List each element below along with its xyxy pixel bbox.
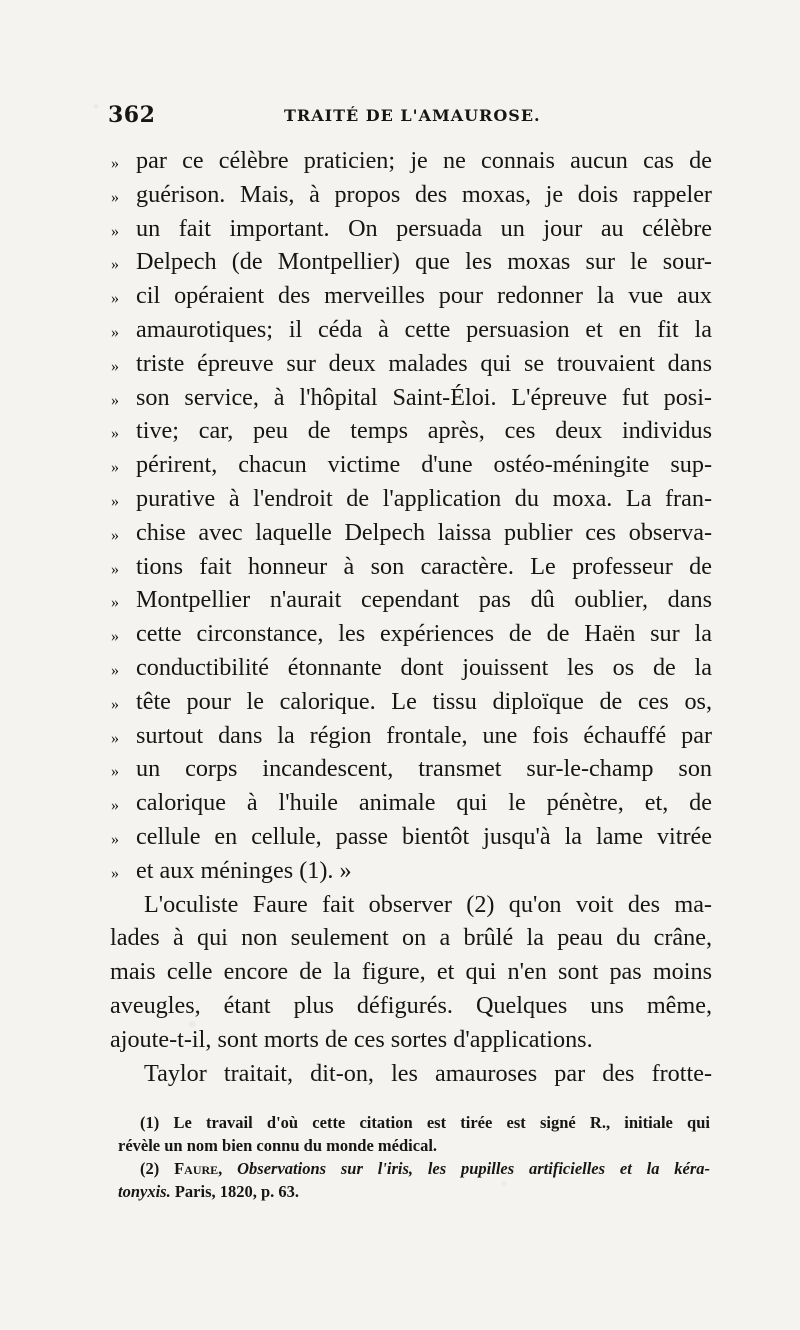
- quoted-text: son service, à l'hôpital Saint-Éloi. L'épreuve fut posi-: [136, 383, 712, 411]
- quoted-text: un corps incandescent, transmet sur-le-champ son: [136, 755, 712, 783]
- quoted-line-14: [110, 583, 712, 617]
- quoted-line-16: [110, 651, 712, 685]
- footnote-2-number: (2): [140, 1159, 160, 1178]
- quoted-line-7: [110, 347, 712, 381]
- quote-mark: »: [111, 695, 119, 713]
- paragraph-2-line-1: Taylor traitait, dit-on, les amauroses par des frotte-: [144, 1059, 712, 1087]
- quoted-line-11: [110, 482, 712, 516]
- quoted-text: périrent, chacun victime d'une ostéo-méningite sup-: [136, 451, 712, 479]
- paragraph-1-line-4: aveugles, étant plus défigurés. Quelques uns même,: [110, 991, 712, 1019]
- footnote-1-line-2: révèle un nom bien connu du monde médical.: [118, 1136, 438, 1155]
- quote-mark: »: [111, 459, 119, 477]
- quoted-line-18: [110, 719, 712, 753]
- quoted-text: conductibilité étonnante dont jouissent les os de la: [136, 653, 712, 681]
- quote-mark: »: [111, 594, 119, 612]
- quote-mark: »: [111, 526, 119, 544]
- footnotes: [118, 1111, 710, 1203]
- quoted-text: triste épreuve sur deux malades qui se trouvaient dans: [136, 349, 712, 377]
- page-header: [0, 102, 800, 132]
- quote-mark: »: [111, 864, 119, 882]
- quoted-text: guérison. Mais, à propos des moxas, je dois rappeler: [136, 180, 712, 208]
- running-title: TRAITÉ DE L'AMAUROSE.: [284, 106, 541, 125]
- quoted-line-22: [110, 854, 712, 888]
- main-text: [110, 144, 712, 1090]
- quoted-line-12: [110, 516, 712, 550]
- footnote-1-line-1: (1) Le travail d'où cette citation est tirée est signé R., initiale qui: [140, 1113, 710, 1132]
- footnote-2-title: Observations sur l'iris, les pupilles artificielles et la kéra-: [237, 1159, 711, 1178]
- quoted-text: cil opéraient des merveilles pour redonner la vue aux: [136, 282, 712, 310]
- page-number: 362: [108, 102, 156, 128]
- quoted-text: surtout dans la région frontale, une fois échauffé par: [136, 721, 712, 749]
- quoted-line-8: [110, 381, 712, 415]
- quoted-text: chise avec laquelle Delpech laissa publier ces observa-: [136, 518, 712, 546]
- quoted-text: tions fait honneur à son caractère. Le professeur de: [136, 552, 712, 580]
- quoted-text: Delpech (de Montpellier) que les moxas sur le sour-: [136, 248, 712, 276]
- paragraph-1-line-5: ajoute-t-il, sont morts de ces sortes d'applications.: [110, 1025, 593, 1053]
- quote-mark: »: [111, 323, 119, 341]
- quoted-line-15: [110, 617, 712, 651]
- quote-mark: »: [111, 763, 119, 781]
- quote-mark: »: [111, 357, 119, 375]
- quote-mark: »: [111, 188, 119, 206]
- quote-mark: »: [111, 222, 119, 240]
- paragraph-1-line-1: L'oculiste Faure fait observer (2) qu'on voit des ma-: [144, 890, 712, 918]
- quote-mark: »: [111, 391, 119, 409]
- footnote-2-title-end: tonyxis.: [118, 1182, 171, 1201]
- quoted-line-9: [110, 414, 712, 448]
- footnote-2-details: Paris, 1820, p. 63.: [174, 1182, 300, 1201]
- quote-mark: »: [111, 256, 119, 274]
- quoted-text: amaurotiques; il céda à cette persuasion et en fit la: [136, 315, 712, 343]
- quoted-line-13: [110, 550, 712, 584]
- quote-mark: »: [111, 729, 119, 747]
- quoted-text: cellule en cellule, passe bientôt jusqu'à la lame vitrée: [136, 822, 712, 850]
- quoted-line-10: [110, 448, 712, 482]
- quoted-line-17: [110, 685, 712, 719]
- quote-mark: »: [111, 155, 119, 172]
- quote-mark: »: [111, 290, 119, 308]
- quoted-text: un fait important. On persuada un jour au célèbre: [136, 214, 712, 242]
- quote-mark: »: [111, 830, 119, 848]
- quoted-line-4: [110, 245, 712, 279]
- quoted-text: par ce célèbre praticien; je ne connais aucun cas de: [136, 147, 712, 174]
- quoted-text: et aux méninges (1). »: [136, 856, 352, 884]
- quoted-line-21: [110, 820, 712, 854]
- quote-mark: »: [111, 425, 119, 443]
- paragraph-1-line-2: lades à qui non seulement on a brûlé la peau du crâne,: [110, 924, 712, 952]
- footnote-2-author: Faure,: [174, 1159, 223, 1178]
- quoted-text: purative à l'endroit de l'application du moxa. La fran-: [136, 484, 712, 512]
- footnote-2-line-2: [118, 1180, 710, 1203]
- paragraph-1-line-3: mais celle encore de la figure, et qui n'en sont pas moins: [110, 958, 712, 986]
- quote-mark: »: [111, 492, 119, 510]
- footnote-2-line-1: [118, 1157, 710, 1180]
- quoted-line-3: [110, 212, 712, 246]
- quote-mark: »: [111, 628, 119, 646]
- quoted-text: tive; car, peu de temps après, ces deux individus: [136, 417, 712, 445]
- quoted-line-19: [110, 752, 712, 786]
- quoted-text: cette circonstance, les expériences de de Haën sur la: [136, 620, 712, 648]
- quoted-line-5: [110, 279, 712, 313]
- quoted-line-20: [110, 786, 712, 820]
- quoted-line-1: [110, 144, 712, 178]
- quote-mark: »: [111, 797, 119, 815]
- quoted-text: calorique à l'huile animale qui le pénètre, et, de: [136, 789, 712, 817]
- quote-mark: »: [111, 560, 119, 578]
- quote-mark: »: [111, 661, 119, 679]
- quoted-line-2: [110, 178, 712, 212]
- quoted-text: Montpellier n'aurait cependant pas dû oublier, dans: [136, 586, 712, 614]
- quoted-text: tête pour le calorique. Le tissu diploïque de ces os,: [136, 687, 712, 715]
- quoted-line-6: [110, 313, 712, 347]
